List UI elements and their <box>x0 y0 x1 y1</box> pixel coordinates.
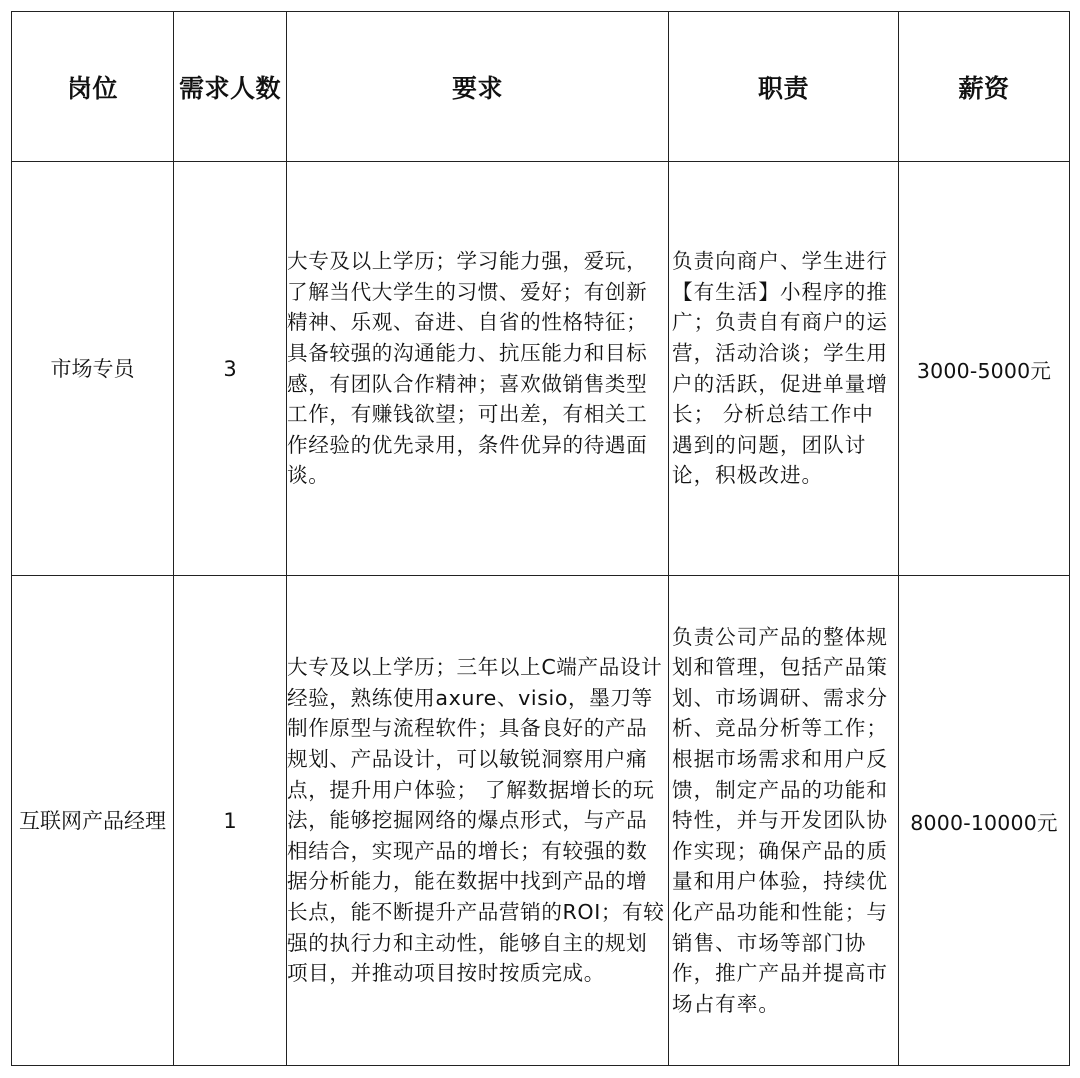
requirements-cell: 大专及以上学历；三年以上C端产品设计经验，熟练使用axure、visio，墨刀等制作原型与流程软件；具备良好的产品规划、产品设计，可以敏锐洞察用户痛点，提升用户体验； 了解数据增长的玩法，能够挖掘网络的爆点形式，与产品相结合，实现产品的增长；有较强的数据分析能力，能在数据中找到产品的增长点，能不断提升产品营销的ROI；有较强的执行力和主动性，能够自主的规划项目，并推动项目按时按质完成。 <box>287 576 669 1066</box>
header-row <box>12 12 1070 162</box>
headcount-cell: 1 <box>174 576 287 1066</box>
table-row <box>12 162 1070 576</box>
salary-cell: 8000-10000元 <box>899 576 1070 1066</box>
position-cell: 市场专员 <box>12 162 174 576</box>
duties-cell: 负责公司产品的整体规划和管理，包括产品策划、市场调研、需求分析、竞品分析等工作； 根据市场需求和用户反馈，制定产品的功能和特性，并与开发团队协作实现；确保产品的质量和用户体验，持续优化产品功能和性能；与销售、市场等部门协作，推广产品并提高市场占有率。 <box>669 576 899 1066</box>
duties-cell: 负责向商户、学生进行【有生活】小程序的推广；负责自有商户的运营，活动洽谈；学生用户的活跃，促进单量增长； 分析总结工作中遇到的问题，团队讨论，积极改进。 <box>669 162 899 576</box>
header-salary: 薪资 <box>899 12 1070 162</box>
header-headcount: 需求人数 <box>174 12 287 162</box>
header-position: 岗位 <box>12 12 174 162</box>
position-cell: 互联网产品经理 <box>12 576 174 1066</box>
header-requirements: 要求 <box>287 12 669 162</box>
job-openings-table <box>11 11 1070 1066</box>
table-row <box>12 576 1070 1066</box>
salary-cell: 3000-5000元 <box>899 162 1070 576</box>
headcount-cell: 3 <box>174 162 287 576</box>
requirements-cell: 大专及以上学历；学习能力强，爱玩，了解当代大学生的习惯、爱好；有创新精神、乐观、奋进、自省的性格特征；具备较强的沟通能力、抗压能力和目标感，有团队合作精神；喜欢做销售类型工作，有赚钱欲望；可出差，有相关工作经验的优先录用，条件优异的待遇面谈。 <box>287 162 669 576</box>
header-duties: 职责 <box>669 12 899 162</box>
